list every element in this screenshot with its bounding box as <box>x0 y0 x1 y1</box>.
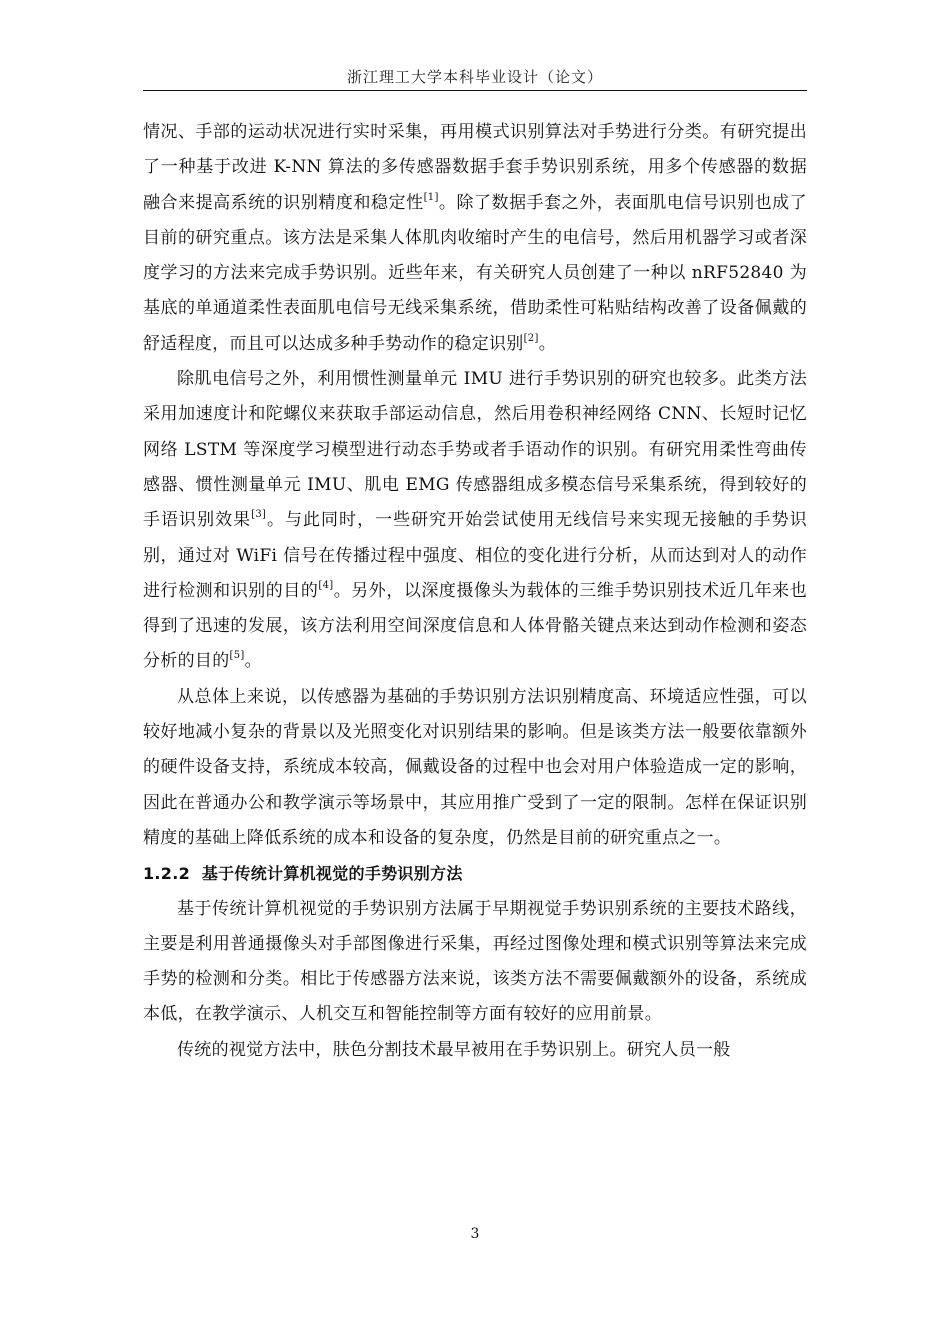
paragraph-text: 除肌电信号之外，利用惯性测量单元 IMU 进行手势识别的研究也较多。此类方法采用加速度计和陀螺仪来获取手部运动信息，然后用卷积神经网络 CNN、长短时记忆网络 LSTM 等深度学习模型进行动态手势或者手语动作的识别。有研究用柔性弯曲传感器、惯性测量单元 IMU、肌电 EMG 传感器组成多模态信号采集系统，得到较好的手语识别效果 <box>143 369 807 531</box>
citation-ref: [3] <box>251 509 267 521</box>
citation-ref: [5] <box>229 650 245 662</box>
paragraph <box>143 362 807 680</box>
citation-ref: [2] <box>523 332 539 344</box>
paragraph <box>143 115 807 362</box>
page-body <box>143 115 807 1068</box>
citation-ref: [4] <box>318 579 334 591</box>
citation-ref: [1] <box>423 191 439 203</box>
page-number: 3 <box>470 1226 480 1242</box>
paragraph-text: 情况、手部的运动状况进行实时采集，再用模式识别算法对手势进行分类。有研究提出了一种基于改进 K-NN 算法的多传感器数据手套手势识别系统，用多个传感器的数据融合来提高系统的识别精度和稳定性 <box>143 122 807 213</box>
paragraph <box>143 680 807 856</box>
paragraph-text: 传统的视觉方法中，肤色分割技术最早被用在手势识别上。研究人员一般 <box>177 1039 731 1060</box>
paragraph-text: 。 <box>244 651 262 672</box>
header-rule <box>143 90 807 91</box>
paragraph-text: 。除了数据手套之外，表面肌电信号识别也成了目前的研究重点。该方法是采集人体肌肉收缩时产生的电信号，然后用机器学习或者深度学习的方法来完成手势识别。近些年来，有关研究人员创建了一种以 nRF52840 为基底的单通道柔性表面肌电信号无线采集系统，借助柔性可粘贴结构改善了设备佩戴的舒适程度，而且可以达成多种手势动作的稳定识别 <box>143 192 807 354</box>
section-title: 基于传统计算机视觉的手势识别方法 <box>201 864 463 884</box>
section-heading <box>143 856 807 891</box>
paragraph-text: 从总体上来说，以传感器为基础的手势识别方法识别精度高、环境适应性强，可以较好地减小复杂的背景以及光照变化对识别结果的影响。但是该类方法一般要依靠额外的硬件设备支持，系统成本较高，佩戴设备的过程中也会对用户体验造成一定的影响，因此在普通办公和教学演示等场景中，其应用推广受到了一定的限制。怎样在保证识别精度的基础上降低系统的成本和设备的复杂度，仍然是目前的研究重点之一。 <box>143 686 807 848</box>
paragraph-text: 。与此同时，一些研究开始尝试使用无线信号来实现无接触的手势识别，通过对 WiFi 信号在传播过程中强度、相位的变化进行分析，从而达到对人的动作进行检测和识别的目的 <box>143 510 807 601</box>
paragraph <box>143 892 807 1033</box>
paragraph <box>143 1033 807 1068</box>
running-header: 浙江理工大学本科毕业设计（论文） <box>346 68 603 86</box>
paragraph-text: 。另外，以深度摄像头为载体的三维手势识别技术近几年来也得到了迅速的发展，该方法利用空间深度信息和人体骨骼关键点来达到动作检测和姿态分析的目的 <box>143 580 807 672</box>
section-number: 1.2.2 <box>143 864 191 884</box>
paragraph-text: 。 <box>538 333 556 354</box>
paragraph-text: 基于传统计算机视觉的手势识别方法属于早期视觉手势识别系统的主要技术路线，主要是利用普通摄像头对手部图像进行采集，再经过图像处理和模式识别等算法来完成手势的检测和分类。相比于传感器方法来说，该类方法不需要佩戴额外的设备，系统成本低，在教学演示、人机交互和智能控制等方面有较好的应用前景。 <box>143 898 807 1025</box>
